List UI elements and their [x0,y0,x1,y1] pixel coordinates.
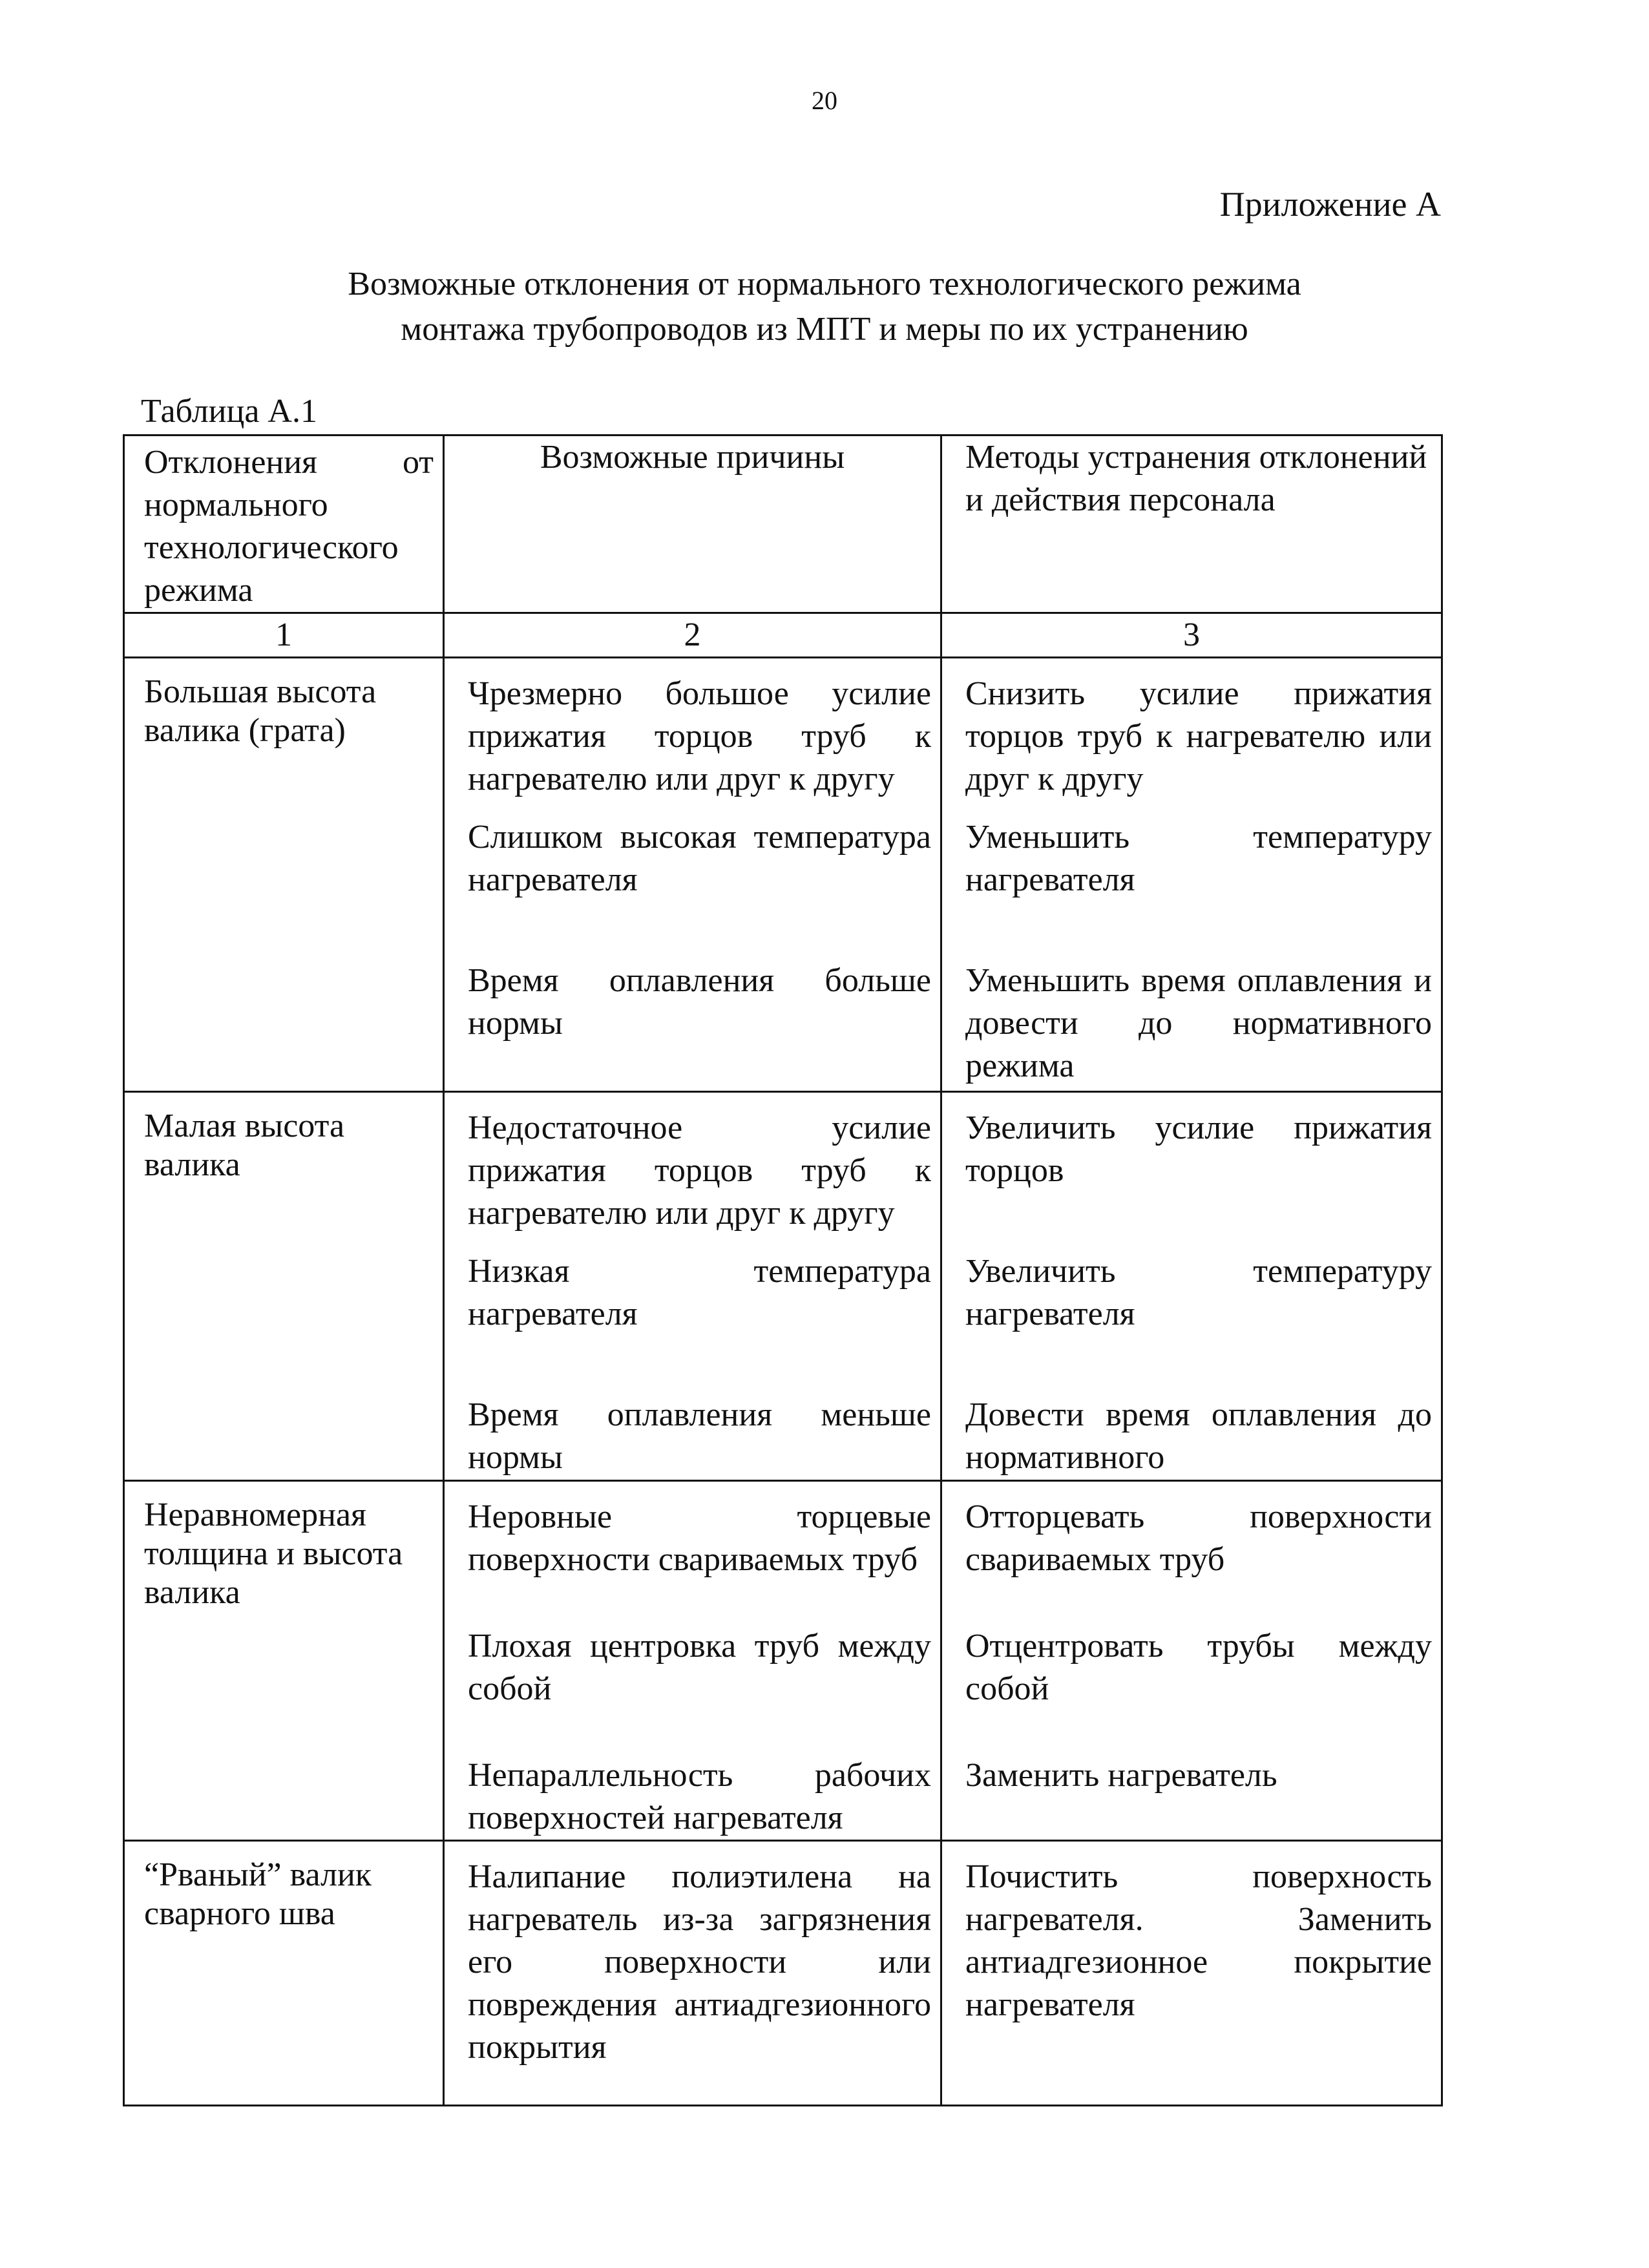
remedies-cell [941,1092,1442,1481]
table-row [124,1092,1442,1481]
cause-item: Время оплавления больше нормы [468,962,931,1042]
cause-item: Налипание полиэтилена на нагреватель из-за загрязнения его поверхности или повреждения антиадгезионного покрытия [468,1858,931,2066]
table-row [124,1841,1442,2106]
remedy-item: Уменьшить температуру нагревателя [965,819,1432,898]
remedy-item: Снизить усилие прижатия торцов труб к нагревателю или друг к другу [965,675,1432,797]
cause-item: Неровные торцевые поверхности свариваемых труб [468,1498,931,1578]
remedies-cell [941,1841,1442,2106]
remedy-item: Уменьшить время оплавления и довести до нормативного режима [965,962,1432,1084]
header-deviation: Отклонения от нормального технологического режима [124,436,444,613]
title-line-2: монтажа трубопроводов из МПТ и меры по их устранению [401,311,1248,348]
remedy-item: Отцентровать трубы между собой [965,1628,1432,1707]
remedy-item: Увеличить усилие прижатия торцов [965,1109,1432,1189]
deviation-cell: Большая высота валика (грата) [124,658,444,1092]
remedy-item: Довести время оплавления до нормативного [965,1396,1432,1476]
appendix-label: Приложение А [1219,185,1441,224]
remedy-item: Заменить нагреватель [965,1757,1277,1794]
cause-item: Недостаточное усилие прижатия торцов труб к нагревателю или друг к другу [468,1109,931,1232]
deviations-table [123,434,1443,2106]
cause-item: Время оплавления меньше нормы [468,1396,931,1476]
table-header-row [124,436,1442,613]
column-number-row [124,613,1442,658]
deviation-cell: Малая высота валика [124,1092,444,1481]
cause-item: Чрезмерно большое усилие прижатия торцов труб к нагревателю или друг к другу [468,675,931,797]
remedy-item: Отторцевать поверхности свариваемых труб [965,1498,1432,1578]
column-number: 3 [941,613,1442,658]
deviation-cell: Неравномерная толщина и высота валика [124,1481,444,1841]
title-line-1: Возможные отклонения от нормального технологического режима [348,266,1301,302]
remedy-item: Почистить поверхность нагревателя. Заменить антиадгезионное покрытие нагревателя [965,1858,1432,2023]
page-number: 20 [812,86,837,115]
table-row [124,1481,1442,1841]
cause-item: Низкая температура нагревателя [468,1253,931,1332]
causes-cell [444,1481,941,1841]
document-title [0,262,1649,352]
cause-item: Непараллельность рабочих поверхностей нагревателя [468,1757,931,1836]
header-causes: Возможные причины [444,436,941,613]
table-row [124,658,1442,1092]
table-label: Таблица А.1 [141,393,317,430]
cause-item: Плохая центровка труб между собой [468,1628,931,1707]
causes-cell [444,1092,941,1481]
cause-item: Слишком высокая температура нагревателя [468,819,931,898]
causes-cell [444,1841,941,2106]
remedies-cell [941,1481,1442,1841]
remedies-cell [941,658,1442,1092]
column-number: 1 [124,613,444,658]
remedy-item: Увеличить температуру нагревателя [965,1253,1432,1332]
deviation-cell: “Рваный” валик сварного шва [124,1841,444,2106]
header-remedies: Методы устранения отклонений и действия персонала [941,436,1442,613]
causes-cell [444,658,941,1092]
column-number: 2 [444,613,941,658]
